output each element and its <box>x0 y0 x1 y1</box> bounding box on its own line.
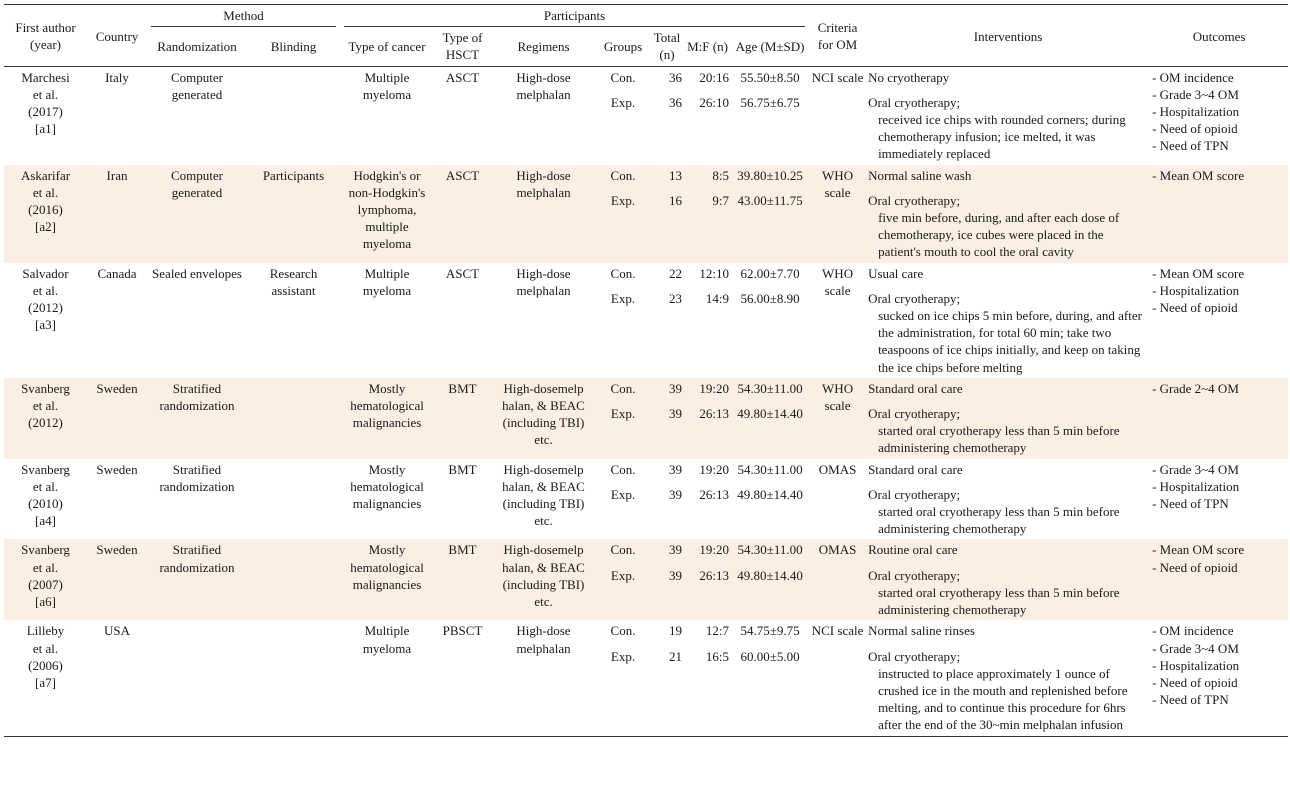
intervention-control: Routine oral care <box>868 542 958 558</box>
table-row <box>4 165 1288 263</box>
cell-interventions <box>866 165 1150 263</box>
outcome-item: - Need of TPN <box>1152 138 1229 154</box>
cell-author <box>4 263 87 378</box>
intervention-exp-detail: five min before, during, and after each dose of chemotherapy, ice cubes were placed in the patient's mouth to cool the oral cavity <box>878 210 1120 260</box>
cell-mf-exp: 16:5 <box>705 648 730 664</box>
cell-total-con: 39 <box>669 380 683 396</box>
outcome-item: - Mean OM score <box>1152 265 1245 281</box>
cell-blinding: Research assistant <box>269 265 318 298</box>
author-line: [a1] <box>35 121 56 137</box>
author-line: Marchesi <box>21 69 70 85</box>
outcome-item: - Grade 2~4 OM <box>1152 380 1239 396</box>
cell-age-exp: 43.00±11.75 <box>737 192 803 208</box>
cell-regimens: High-dose melphalan <box>516 69 571 102</box>
cell-country: Canada <box>97 265 137 281</box>
cell-blinding <box>247 66 340 165</box>
table-row <box>4 263 1288 378</box>
cell-regimens: High-dose melphalan <box>491 620 596 736</box>
cell-age-exp: 56.75±6.75 <box>740 94 800 110</box>
author-line: (2010) <box>28 496 63 512</box>
cell-regimens: High-dose melphalan <box>516 265 571 298</box>
cell-criteria: WHO scale <box>809 378 866 459</box>
cell-total <box>650 263 684 378</box>
author-line: Salvador <box>22 265 69 281</box>
author-line: et al. <box>32 86 59 102</box>
outcome-item: - OM incidence <box>1152 623 1234 639</box>
table-row <box>4 66 1288 165</box>
cell-total-con: 13 <box>669 167 683 183</box>
table-body <box>4 66 1288 736</box>
outcome-item: - Grade 3~4 OM <box>1152 461 1239 477</box>
cell-groups-exp: Exp. <box>610 406 636 422</box>
cell-mf-con: 12:7 <box>705 623 730 639</box>
cell-type-of-hsct: BMT <box>434 539 491 620</box>
intervention-exp-detail: instructed to place approximately 1 ounce of crushed ice in the mouth and replenished before melting, and to continue this procedure for 6hrs after the end of the 30~min melphalan infusion <box>878 665 1128 733</box>
cell-age-con: 54.75±9.75 <box>740 623 800 639</box>
cell-total-exp: 39 <box>669 486 683 502</box>
cell-groups-exp: Exp. <box>610 648 636 664</box>
author-line: [a4] <box>35 513 56 529</box>
cell-randomization <box>147 620 247 736</box>
cell-blinding <box>247 539 340 620</box>
cell-randomization: Stratified randomization <box>159 461 235 494</box>
cell-country: Sweden <box>87 378 147 459</box>
cell-regimens: High-dose melphalan <box>491 165 596 263</box>
cell-mf <box>684 539 731 620</box>
cell-total <box>650 620 684 736</box>
intervention-exp-title: Oral cryotherapy; <box>868 192 961 208</box>
intervention-exp-title: Oral cryotherapy; <box>868 406 961 422</box>
cell-type-of-cancer: Mostly hematological malignancies <box>340 539 434 620</box>
cell-criteria: OMAS <box>818 461 857 477</box>
cell-interventions <box>866 378 1150 459</box>
header-groups: Groups <box>596 27 650 66</box>
cell-age-exp: 49.80±14.40 <box>737 406 803 422</box>
outcome-item: - OM incidence <box>1152 69 1234 85</box>
cell-author <box>4 66 87 165</box>
header-blinding: Blinding <box>247 27 340 66</box>
cell-total <box>650 539 684 620</box>
table-row <box>4 539 1288 620</box>
cell-groups <box>596 620 650 736</box>
outcome-item: - Need of opioid <box>1152 121 1238 137</box>
cell-interventions <box>866 66 1150 165</box>
cell-randomization: Computer generated <box>171 69 223 102</box>
cell-age-con: 62.00±7.70 <box>740 265 800 281</box>
cell-outcomes <box>1150 620 1288 736</box>
cell-outcomes <box>1150 459 1288 540</box>
cell-type-of-hsct: BMT <box>434 378 491 459</box>
author-line: (2007) <box>28 576 63 592</box>
cell-author <box>4 539 87 620</box>
intervention-control: Standard oral care <box>868 461 963 477</box>
cell-groups-exp: Exp. <box>610 94 636 110</box>
cell-randomization: Computer generated <box>147 165 247 263</box>
cell-groups-exp: Exp. <box>610 567 636 583</box>
cell-mf-exp: 26:10 <box>699 94 730 110</box>
cell-type-of-hsct: ASCT <box>445 265 480 281</box>
author-line: (2012) <box>28 300 63 316</box>
header-type-of-hsct: Type of HSCT <box>434 27 491 66</box>
cell-type-of-cancer: Mostly hematological malignancies <box>350 461 424 512</box>
cell-outcomes <box>1150 165 1288 263</box>
cell-interventions <box>866 539 1150 620</box>
cell-interventions <box>866 459 1150 540</box>
cell-groups <box>596 66 650 165</box>
cell-regimens: High-dosemelp halan, & BEAC (including TBI) etc. <box>491 539 596 620</box>
cell-age-con: 39.80±10.25 <box>737 167 803 183</box>
cell-age-exp: 56.00±8.90 <box>740 290 800 306</box>
cell-total-con: 39 <box>669 461 683 477</box>
cell-groups-con: Con. <box>610 167 636 183</box>
cell-total-exp: 39 <box>669 406 683 422</box>
author-line: [a7] <box>35 674 56 690</box>
outcome-item: - Grade 3~4 OM <box>1152 640 1239 656</box>
header-interventions: Interventions <box>866 5 1150 67</box>
table-row <box>4 620 1288 736</box>
cell-mf <box>684 459 731 540</box>
cell-age <box>731 620 809 736</box>
header-method: Method <box>147 5 340 28</box>
outcome-item: - Hospitalization <box>1152 282 1240 298</box>
outcome-item: - Grade 3~4 OM <box>1152 86 1239 102</box>
cell-randomization: Sealed envelopes <box>152 265 242 281</box>
cell-age-con: 54.30±11.00 <box>737 380 803 396</box>
cell-age <box>731 459 809 540</box>
intervention-exp-title: Oral cryotherapy; <box>868 648 961 664</box>
cell-mf-con: 19:20 <box>699 461 730 477</box>
cell-outcomes <box>1150 539 1288 620</box>
cell-total <box>650 66 684 165</box>
header-country: Country <box>87 5 147 67</box>
cell-groups <box>596 539 650 620</box>
table-row <box>4 459 1288 540</box>
cell-country: Iran <box>87 165 147 263</box>
cell-age <box>731 539 809 620</box>
cell-total <box>650 378 684 459</box>
author-line: et al. <box>32 559 59 575</box>
cell-interventions <box>866 263 1150 378</box>
cell-total <box>650 459 684 540</box>
cell-country: Sweden <box>96 461 138 477</box>
cell-age-con: 54.30±11.00 <box>737 542 803 558</box>
header-age: Age (M±SD) <box>731 27 809 66</box>
cell-author <box>4 620 87 736</box>
intervention-exp-detail: started oral cryotherapy less than 5 min before administering chemotherapy <box>878 423 1120 456</box>
cell-total-exp: 39 <box>669 567 683 583</box>
outcome-item: - Hospitalization <box>1152 657 1240 673</box>
author-line: (2006) <box>28 657 63 673</box>
cell-age <box>731 263 809 378</box>
cell-total-exp: 36 <box>669 94 683 110</box>
intervention-exp-title: Oral cryotherapy; <box>868 567 961 583</box>
author-line: [a6] <box>35 594 56 610</box>
cell-mf-con: 8:5 <box>712 167 730 183</box>
cell-randomization: Stratified randomization <box>147 539 247 620</box>
cell-type-of-hsct: BMT <box>448 461 477 477</box>
cell-age-exp: 49.80±14.40 <box>737 486 803 502</box>
cell-mf-con: 20:16 <box>699 69 730 85</box>
cell-type-of-hsct: ASCT <box>445 69 480 85</box>
cell-groups-con: Con. <box>610 623 636 639</box>
cell-outcomes <box>1150 378 1288 459</box>
cell-mf-exp: 26:13 <box>699 567 730 583</box>
header-participants: Participants <box>340 5 809 28</box>
cell-groups-exp: Exp. <box>610 486 636 502</box>
cell-mf-exp: 26:13 <box>699 486 730 502</box>
outcome-item: - Need of opioid <box>1152 300 1238 316</box>
cell-interventions <box>866 620 1150 736</box>
cell-groups <box>596 263 650 378</box>
author-line: et al. <box>32 282 59 298</box>
cell-mf <box>684 620 731 736</box>
intervention-control: Normal saline wash <box>868 167 972 183</box>
cell-groups-con: Con. <box>610 380 636 396</box>
intervention-exp-detail: sucked on ice chips 5 min before, during, and after the administration, for total 60 min; take two teaspoons of ice chips initially, and keep on taking the ice chips before melting <box>878 308 1142 375</box>
cell-mf <box>684 165 731 263</box>
cell-groups-con: Con. <box>610 542 636 558</box>
author-line: Svanberg <box>21 461 70 477</box>
cell-blinding <box>247 378 340 459</box>
cell-type-of-cancer: Mostly hematological malignancies <box>340 378 434 459</box>
author-line: [a2] <box>35 219 56 235</box>
author-line: Askarifar <box>20 167 71 183</box>
cell-blinding <box>247 620 340 736</box>
cell-total-con: 39 <box>669 542 683 558</box>
intervention-exp-detail: received ice chips with rounded corners; during chemotherapy infusion; ice melted, it was immediately replaced <box>878 112 1126 162</box>
header-criteria: Criteria for OM <box>809 5 866 67</box>
intervention-control: Normal saline rinses <box>868 623 975 639</box>
cell-criteria: WHO scale <box>809 165 866 263</box>
author-line: et al. <box>32 478 59 494</box>
cell-country: USA <box>87 620 147 736</box>
intervention-exp-title: Oral cryotherapy; <box>868 94 961 110</box>
cell-mf-con: 12:10 <box>699 265 730 281</box>
header-randomization: Randomization <box>147 27 247 66</box>
author-line: Lilleby <box>26 623 65 639</box>
cell-groups-con: Con. <box>610 265 636 281</box>
cell-total <box>650 165 684 263</box>
cell-total-exp: 21 <box>669 648 683 664</box>
cell-criteria: NCI scale <box>809 620 866 736</box>
cell-mf <box>684 263 731 378</box>
cell-author <box>4 459 87 540</box>
cell-type-of-cancer: Multiple myeloma <box>362 265 412 298</box>
cell-mf <box>684 378 731 459</box>
cell-mf-con: 19:20 <box>699 542 730 558</box>
cell-age <box>731 66 809 165</box>
cell-groups-con: Con. <box>610 461 636 477</box>
author-line: Svanberg <box>21 380 70 396</box>
outcome-item: - Mean OM score <box>1152 542 1245 558</box>
cell-outcomes <box>1150 263 1288 378</box>
cell-author <box>4 378 87 459</box>
outcome-item: - Need of opioid <box>1152 674 1238 690</box>
cell-total-exp: 23 <box>669 290 683 306</box>
cell-total-con: 22 <box>669 265 683 281</box>
cell-groups <box>596 459 650 540</box>
cell-age-exp: 60.00±5.00 <box>740 648 800 664</box>
header-total: Total (n) <box>650 27 684 66</box>
author-line: et al. <box>32 640 59 656</box>
outcome-item: - Hospitalization <box>1152 478 1240 494</box>
header-first-author: First author (year) <box>4 5 87 67</box>
author-line: (2017) <box>28 104 63 120</box>
header-regimens: Regimens <box>491 27 596 66</box>
outcome-item: - Mean OM score <box>1152 167 1245 183</box>
author-line: (2016) <box>28 202 63 218</box>
cell-author <box>4 165 87 263</box>
intervention-control: Usual care <box>868 265 924 281</box>
cell-age-con: 54.30±11.00 <box>737 461 803 477</box>
author-line: et al. <box>32 184 59 200</box>
outcome-item: - Need of TPN <box>1152 496 1229 512</box>
cell-mf-con: 19:20 <box>699 380 730 396</box>
header-type-of-cancer: Type of cancer <box>340 27 434 66</box>
outcome-item: - Need of opioid <box>1152 559 1238 575</box>
header-outcomes: Outcomes <box>1150 5 1288 67</box>
cell-country: Italy <box>105 69 129 85</box>
cell-type-of-cancer: Multiple myeloma <box>340 620 434 736</box>
cell-type-of-cancer: Hodgkin's or non-Hodgkin's lymphoma, multiple myeloma <box>340 165 434 263</box>
table-row <box>4 378 1288 459</box>
outcome-item: - Need of TPN <box>1152 692 1229 708</box>
cell-age <box>731 378 809 459</box>
cell-type-of-cancer: Multiple myeloma <box>362 69 412 102</box>
cell-blinding: Participants <box>247 165 340 263</box>
cell-mf-exp: 14:9 <box>705 290 730 306</box>
cell-criteria: OMAS <box>809 539 866 620</box>
cell-criteria: NCI scale <box>811 69 864 85</box>
cell-age <box>731 165 809 263</box>
author-line: (2012) <box>28 415 63 431</box>
outcome-item: - Hospitalization <box>1152 104 1240 120</box>
cell-groups <box>596 378 650 459</box>
cell-groups-con: Con. <box>610 69 636 85</box>
intervention-exp-detail: started oral cryotherapy less than 5 min before administering chemotherapy <box>878 504 1120 537</box>
intervention-control: No cryotherapy <box>868 69 950 85</box>
cell-total-con: 19 <box>669 623 683 639</box>
cell-groups-exp: Exp. <box>610 290 636 306</box>
study-characteristics-table <box>4 4 1288 737</box>
intervention-exp-title: Oral cryotherapy; <box>868 290 961 306</box>
cell-regimens: High-dosemelp halan, & BEAC (including TBI) etc. <box>491 378 596 459</box>
cell-randomization: Stratified randomization <box>147 378 247 459</box>
intervention-exp-title: Oral cryotherapy; <box>868 486 961 502</box>
cell-type-of-hsct: PBSCT <box>434 620 491 736</box>
header-mf: M:F (n) <box>684 27 731 66</box>
cell-groups-exp: Exp. <box>610 192 636 208</box>
author-line: [a3] <box>35 317 56 333</box>
cell-mf-exp: 26:13 <box>699 406 730 422</box>
intervention-exp-detail: started oral cryotherapy less than 5 min before administering chemotherapy <box>878 584 1120 618</box>
cell-blinding <box>247 459 340 540</box>
cell-total-exp: 16 <box>669 192 683 208</box>
cell-total-con: 36 <box>669 69 683 85</box>
cell-country: Sweden <box>87 539 147 620</box>
intervention-control: Standard oral care <box>868 380 963 396</box>
cell-regimens: High-dosemelp halan, & BEAC (including TBI) etc. <box>502 461 585 529</box>
author-line: Svanberg <box>21 542 70 558</box>
cell-outcomes <box>1150 66 1288 165</box>
cell-mf-exp: 9:7 <box>712 192 730 208</box>
cell-groups <box>596 165 650 263</box>
cell-type-of-hsct: ASCT <box>434 165 491 263</box>
cell-age-exp: 49.80±14.40 <box>737 567 803 583</box>
cell-mf <box>684 66 731 165</box>
cell-age-con: 55.50±8.50 <box>740 69 800 85</box>
cell-criteria: WHO scale <box>822 265 854 298</box>
author-line: et al. <box>32 398 59 414</box>
